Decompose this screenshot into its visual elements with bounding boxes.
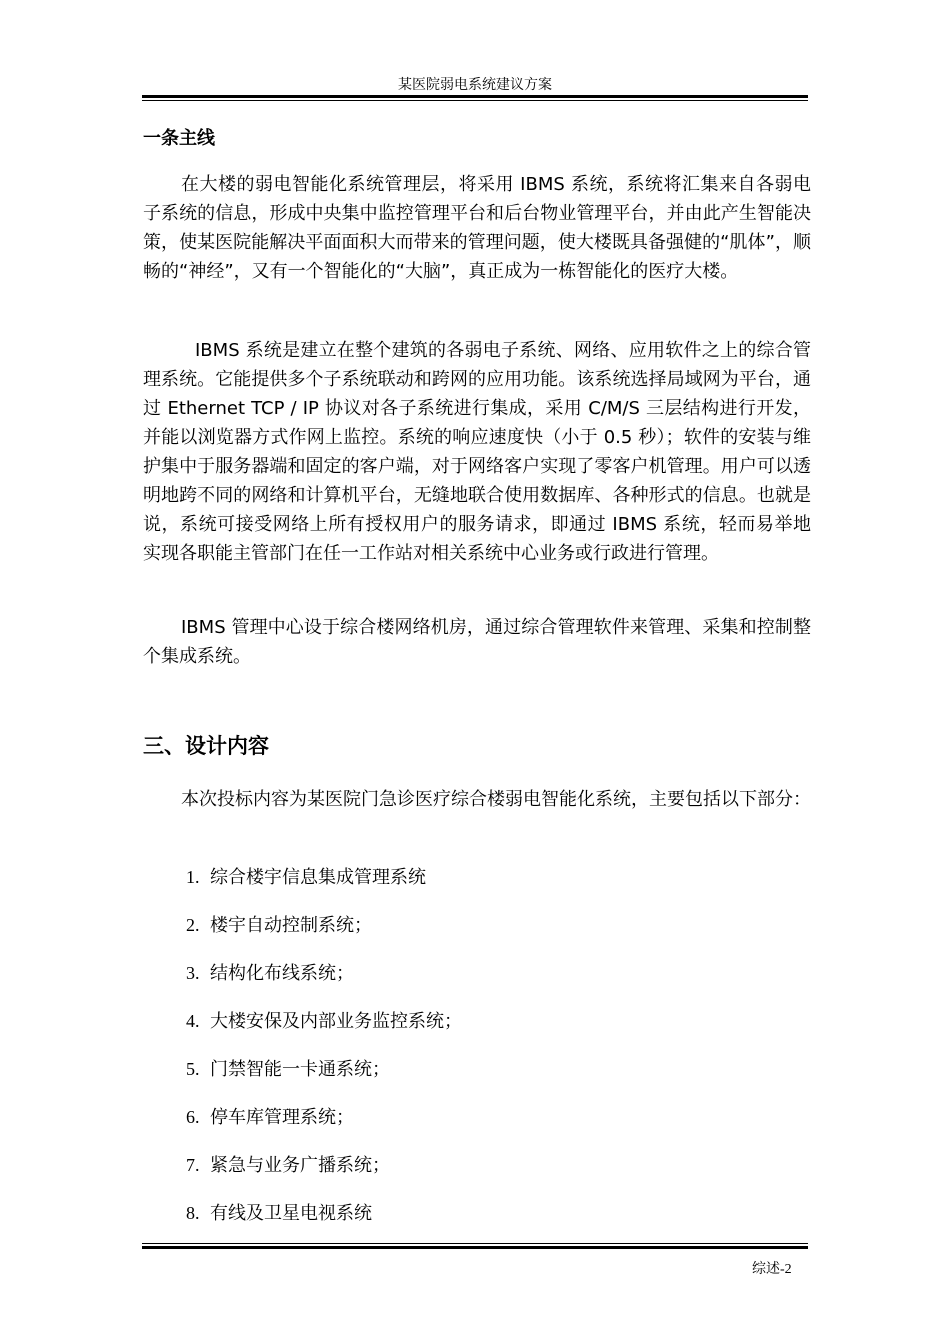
body-paragraph: IBMS 管理中心设于综合楼网络机房，通过综合管理软件来管理、采集和控制整个集成系统。 bbox=[143, 617, 811, 667]
list-number: 5. bbox=[186, 1059, 200, 1079]
list-text: 结构化布线系统； bbox=[210, 963, 354, 984]
list-number: 1. bbox=[186, 867, 200, 887]
list-number: 3. bbox=[186, 963, 200, 983]
list-number: 4. bbox=[186, 1011, 200, 1031]
list-item bbox=[186, 1201, 462, 1249]
running-header-title: 某医院弱电系统建议方案 bbox=[398, 77, 552, 93]
list-text: 有线及卫星电视系统 bbox=[210, 1203, 372, 1224]
page-number: 综述-2 bbox=[752, 1262, 792, 1277]
list-text: 紧急与业务广播系统； bbox=[210, 1155, 390, 1176]
list-text: 门禁智能一卡通系统； bbox=[210, 1059, 390, 1080]
list-item bbox=[186, 913, 462, 961]
header-rule-thin bbox=[142, 100, 808, 101]
list-text: 楼宇自动控制系统； bbox=[210, 915, 372, 936]
section-heading-main-line: 一条主线 bbox=[143, 128, 215, 149]
list-number: 7. bbox=[186, 1155, 200, 1175]
section-heading-design-content: 三、设计内容 bbox=[143, 734, 269, 758]
list-item bbox=[186, 1009, 462, 1057]
list-item bbox=[186, 865, 462, 913]
list-number: 8. bbox=[186, 1203, 200, 1223]
list-number: 6. bbox=[186, 1107, 200, 1127]
list-item bbox=[186, 961, 462, 1009]
footer-rule-thin bbox=[142, 1243, 808, 1244]
footer-rule-thick bbox=[142, 1246, 808, 1249]
list-text: 综合楼宇信息集成管理系统 bbox=[210, 867, 426, 888]
list-item bbox=[186, 1057, 462, 1105]
body-paragraph: IBMS 系统是建立在整个建筑的各弱电子系统、网络、应用软件之上的综合管理系统。它能提供多个子系统联动和跨网的应用功能。该系统选择局域网为平台，通过 Ethernet TCP / IP 协议对各子系统进行集成，采用 C/M/S 三层结构进行开发，并能以浏览器方式作网上监控。系统的响应速度快（小于 0.5 秒）；软件的安装与维护集中于服务器端和固定的客户端，对于网络客户实现了零客户机管理。用户可以透明地跨不同的网络和计算机平台，无缝地联合使用数据库、各种形式的信息。也就是说，系统可接受网络上所有授权用户的服务请求，即通过 IBMS 系统，轻而易举地实现各职能主管部门在任一工作站对相关系统中心业务或行政进行管理。 bbox=[143, 340, 811, 564]
body-paragraph: 在大楼的弱电智能化系统管理层，将采用 IBMS 系统，系统将汇集来自各弱电子系统的信息，形成中央集中监控管理平台和后台物业管理平台，并由此产生智能决策，使某医院能解决平面面积大而带来的管理问题，使大楼既具备强健的“肌体”，顺畅的“神经”，又有一个智能化的“大脑”，真正成为一栋智能化的医疗大楼。 bbox=[143, 174, 811, 282]
list-number: 2. bbox=[186, 915, 200, 935]
list-text: 大楼安保及内部业务监控系统； bbox=[210, 1011, 462, 1032]
list-item bbox=[186, 1105, 462, 1153]
header-rule-thick bbox=[142, 95, 808, 98]
design-item-list bbox=[186, 865, 462, 1249]
list-text: 停车库管理系统； bbox=[210, 1107, 354, 1128]
list-item bbox=[186, 1153, 462, 1201]
body-paragraph: 本次投标内容为某医院门急诊医疗综合楼弱电智能化系统，主要包括以下部分： bbox=[181, 789, 811, 810]
